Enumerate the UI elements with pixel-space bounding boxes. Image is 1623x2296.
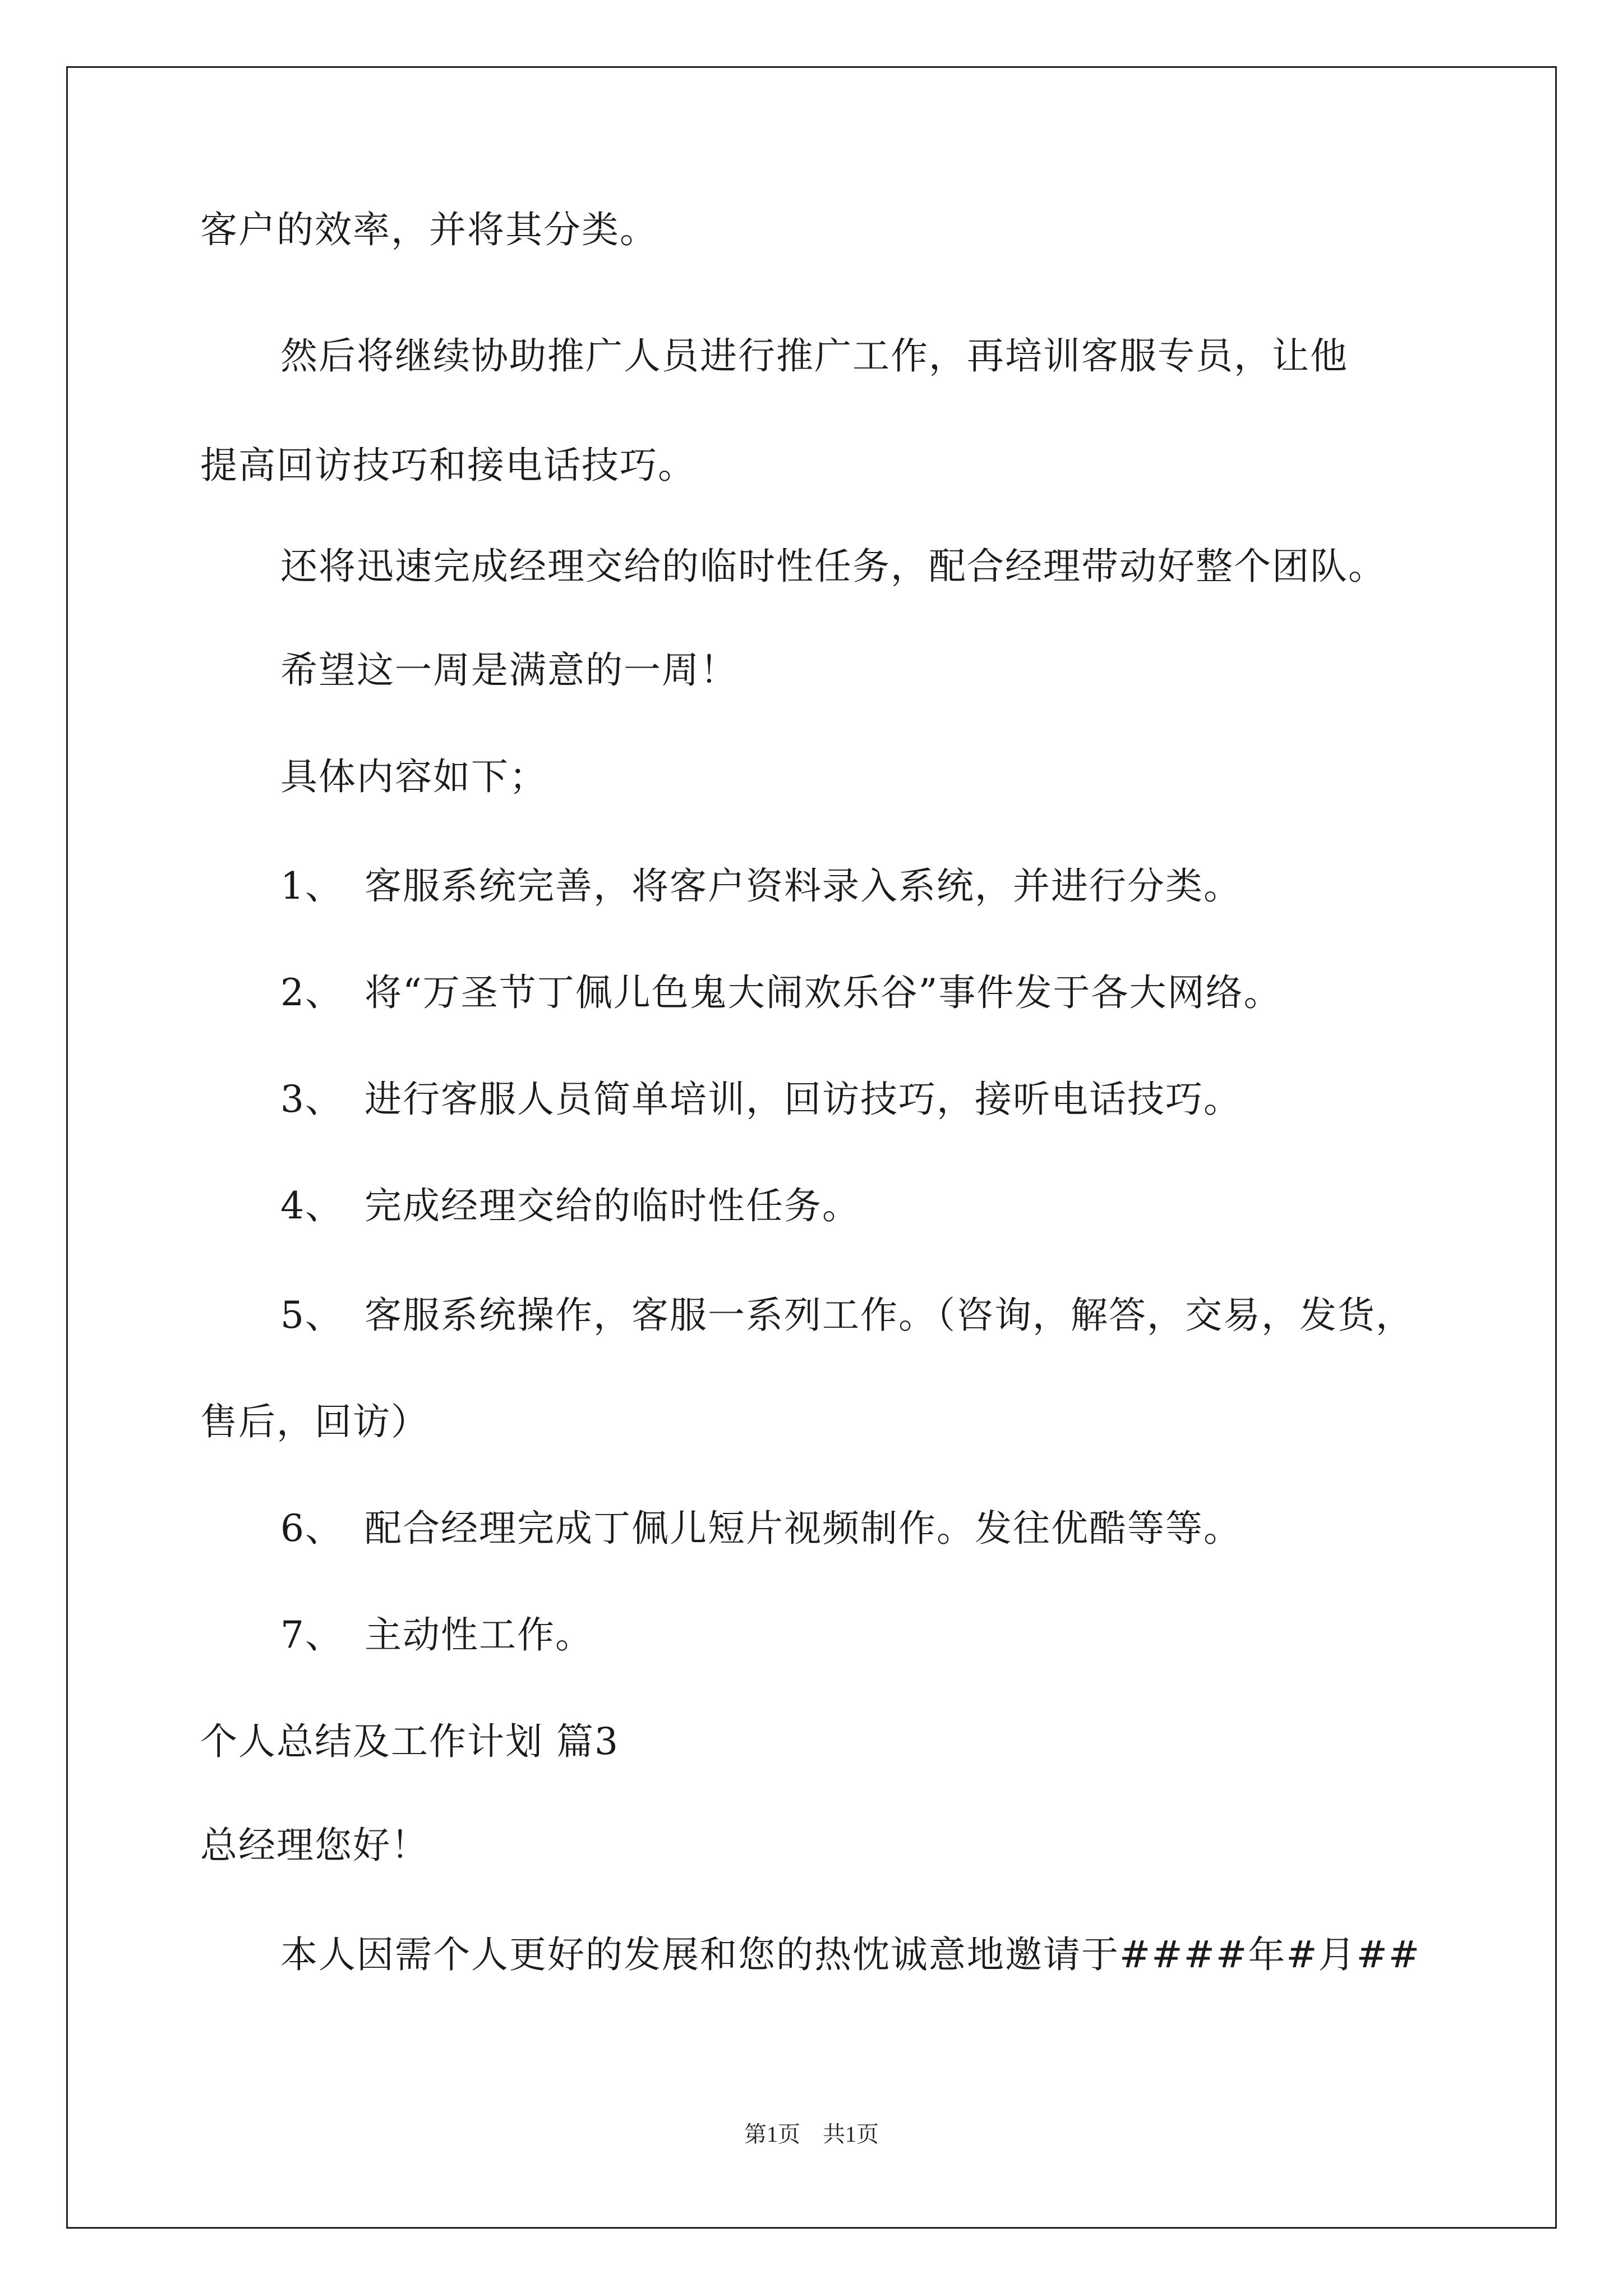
paragraph-line: 客户的效率，并将其分类。 <box>200 208 658 251</box>
list-item-text: 主动性工作。 <box>365 1613 593 1657</box>
paragraph-line: 本人因需个人更好的发展和您的热忱诚意地邀请于####年#月## <box>280 1933 1421 1976</box>
list-item-number: 1、 <box>280 864 343 908</box>
list-item-continuation: 售后，回访） <box>200 1400 429 1443</box>
list-item <box>280 861 1242 912</box>
page-footer: 第1页 共1页 <box>744 2122 879 2147</box>
list-item <box>280 1610 593 1660</box>
list-item <box>280 1503 1242 1554</box>
list-item <box>280 1074 1242 1125</box>
list-item-text: 配合经理完成丁佩儿短片视频制作。发往优酷等等。 <box>365 1507 1242 1550</box>
paragraph-line: 具体内容如下； <box>280 755 547 798</box>
list-item-number: 6、 <box>280 1507 343 1550</box>
salutation: 总经理您好！ <box>200 1824 429 1867</box>
list-item <box>280 968 1281 1018</box>
list-item-number: 2、 <box>280 971 343 1014</box>
list-item-text: 客服系统完善，将客户资料录入系统，并进行分类。 <box>365 864 1242 908</box>
list-item-text: 客服系统操作，客服一系列工作。（咨询，解答，交易，发货， <box>365 1294 1414 1337</box>
paragraph-line: 希望这一周是满意的一周！ <box>280 648 738 692</box>
section-title: 个人总结及工作计划 篇3 <box>200 1720 619 1763</box>
list-item-text: 完成经理交给的临时性任务。 <box>365 1184 860 1227</box>
list-item-text: 将“万圣节丁佩儿色鬼大闹欢乐谷”事件发于各大网络。 <box>365 971 1282 1014</box>
list-item-number: 7、 <box>280 1613 343 1657</box>
list-item-text: 进行客服人员简单培训，回访技巧，接听电话技巧。 <box>365 1078 1242 1121</box>
list-item <box>280 1181 860 1231</box>
list-item-number: 5、 <box>280 1294 343 1337</box>
list-item-number: 3、 <box>280 1078 343 1121</box>
page-border <box>66 66 1557 2229</box>
paragraph-line: 然后将继续协助推广人员进行推广工作，再培训客服专员，让他 <box>280 334 1348 378</box>
list-item <box>280 1290 1414 1341</box>
list-item-number: 4、 <box>280 1184 343 1227</box>
paragraph-line: 还将迅速完成经理交给的临时性任务，配合经理带动好整个团队。 <box>280 545 1386 588</box>
paragraph-line: 提高回访技巧和接电话技巧。 <box>200 444 696 487</box>
